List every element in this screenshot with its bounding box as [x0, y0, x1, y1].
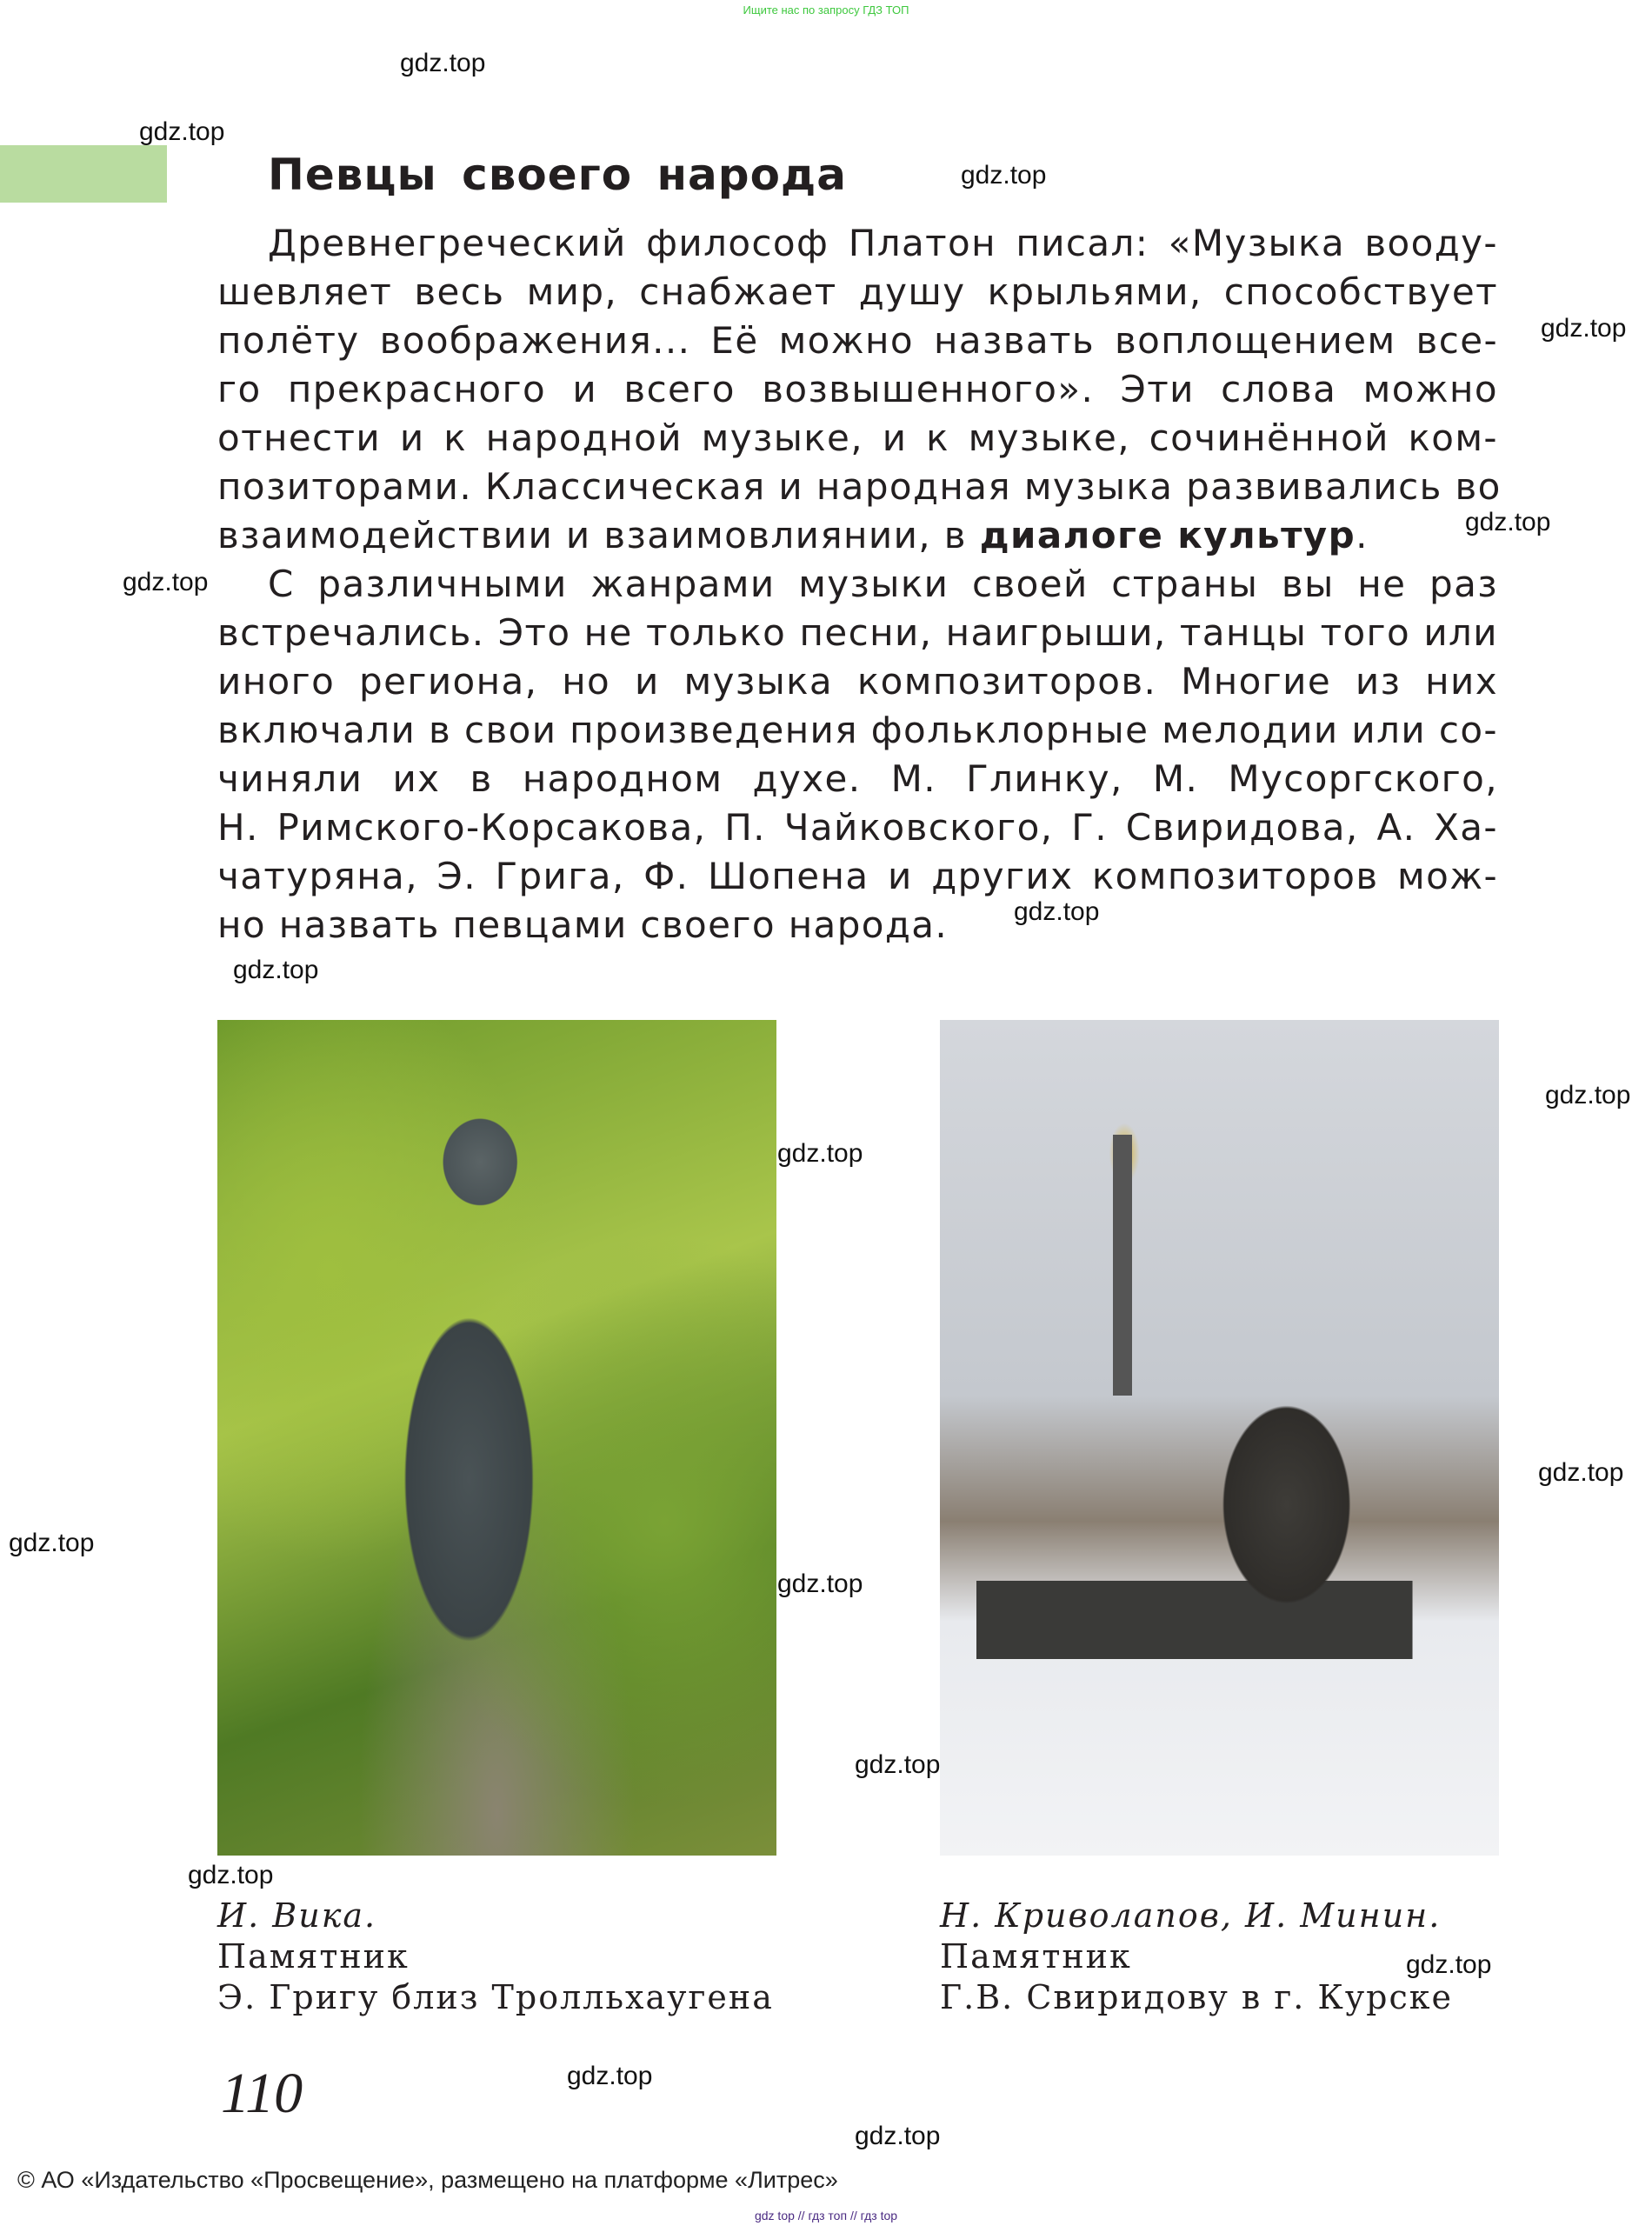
- text-line: С различными жанрами музыки своей страны вы не раз: [268, 563, 1498, 605]
- watermark: gdz.top: [9, 1529, 95, 1557]
- footer-link[interactable]: gdz top: [754, 2209, 795, 2222]
- caption-right: [940, 1896, 1453, 2018]
- watermark: gdz.top: [961, 161, 1047, 190]
- text-line: иного региона, но и музыка композиторов. Многие из них: [217, 660, 1498, 703]
- body-text: [217, 219, 1502, 950]
- text-line: отнести и к народной музыке, и к музыке, сочинённой ком-: [217, 416, 1498, 459]
- watermark: gdz.top: [233, 956, 319, 984]
- watermark: gdz.top: [1406, 1950, 1492, 1979]
- watermark: gdz.top: [777, 1569, 863, 1598]
- caption-line: Г.В. Свиридову в г. Курске: [940, 1978, 1454, 2016]
- caption-left: [217, 1896, 774, 2018]
- watermark: gdz.top: [1545, 1081, 1631, 1110]
- watermark: gdz.top: [1538, 1458, 1624, 1487]
- caption-author: Н. Криволапов, И. Минин.: [940, 1896, 1442, 1935]
- text-line: Н. Римского-Корсакова, П. Чайковского, Г. Свиридова, А. Ха-: [217, 806, 1498, 849]
- text-line: Древнегреческий философ Платон писал: «Музыка вооду-: [268, 222, 1498, 264]
- watermark: gdz.top: [139, 117, 225, 146]
- watermark: gdz.top: [567, 2062, 653, 2090]
- text-line: чиняли их в народном духе. М. Глинку, М. Мусоргского,: [217, 757, 1498, 800]
- text-line: [217, 511, 1498, 560]
- page-title: Певцы своего народа: [268, 150, 848, 200]
- watermark: gdz.top: [777, 1139, 863, 1168]
- page-number: 110: [221, 2062, 303, 2125]
- key-term: диалоге культур: [979, 514, 1356, 556]
- watermark: gdz.top: [188, 1861, 274, 1889]
- photo-grieg-monument: [217, 1020, 776, 1856]
- text-line: позиторами. Классическая и народная музыка развивались во: [217, 465, 1502, 508]
- text-line: встречались. Это не только песни, наигрыши, танцы того или: [217, 611, 1498, 654]
- footer-separator: //: [849, 2209, 857, 2222]
- watermark: gdz.top: [400, 49, 486, 77]
- text-line: полёту воображения... Её можно назвать воплощением все-: [217, 319, 1498, 362]
- text-segment: .: [1356, 514, 1369, 556]
- text-line: чатуряна, Э. Грига, Ф. Шопена и других композиторов мож-: [217, 855, 1498, 897]
- footer-link[interactable]: гдз top: [860, 2209, 898, 2222]
- watermark: gdz.top: [1014, 897, 1100, 926]
- footer-link[interactable]: гдз топ: [808, 2209, 848, 2222]
- watermark: gdz.top: [855, 2122, 941, 2150]
- section-accent-bar: [0, 145, 167, 203]
- search-hint: Ищите нас по запросу ГДЗ ТОП: [743, 3, 909, 17]
- copyright-notice: © АО «Издательство «Просвещение», размещено на платформе «Литрес»: [17, 2167, 838, 2193]
- watermark: gdz.top: [123, 568, 209, 596]
- caption-line: Памятник: [940, 1937, 1132, 1976]
- watermark: gdz.top: [1541, 314, 1627, 343]
- watermark: gdz.top: [855, 1750, 941, 1779]
- photo-sviridov-monument: [940, 1020, 1499, 1856]
- text-line: го прекрасного и всего возвышенного». Эти слова можно: [217, 368, 1498, 410]
- text-segment: взаимодействии и взаимовлиянии, в: [217, 514, 980, 556]
- text-line: шевляет весь мир, снабжает душу крыльями, способствует: [217, 270, 1498, 313]
- text-line: но назвать певцами своего народа.: [217, 903, 949, 946]
- text-line: включали в свои произведения фольклорные мелодии или со-: [217, 709, 1498, 751]
- footer-separator: //: [797, 2209, 805, 2222]
- footer-links: [0, 2209, 1652, 2222]
- caption-line: Э. Григу близ Тролльхаугена: [217, 1978, 774, 2016]
- watermark: gdz.top: [1465, 508, 1551, 536]
- caption-author: И. Вика.: [217, 1896, 377, 1935]
- caption-line: Памятник: [217, 1937, 410, 1976]
